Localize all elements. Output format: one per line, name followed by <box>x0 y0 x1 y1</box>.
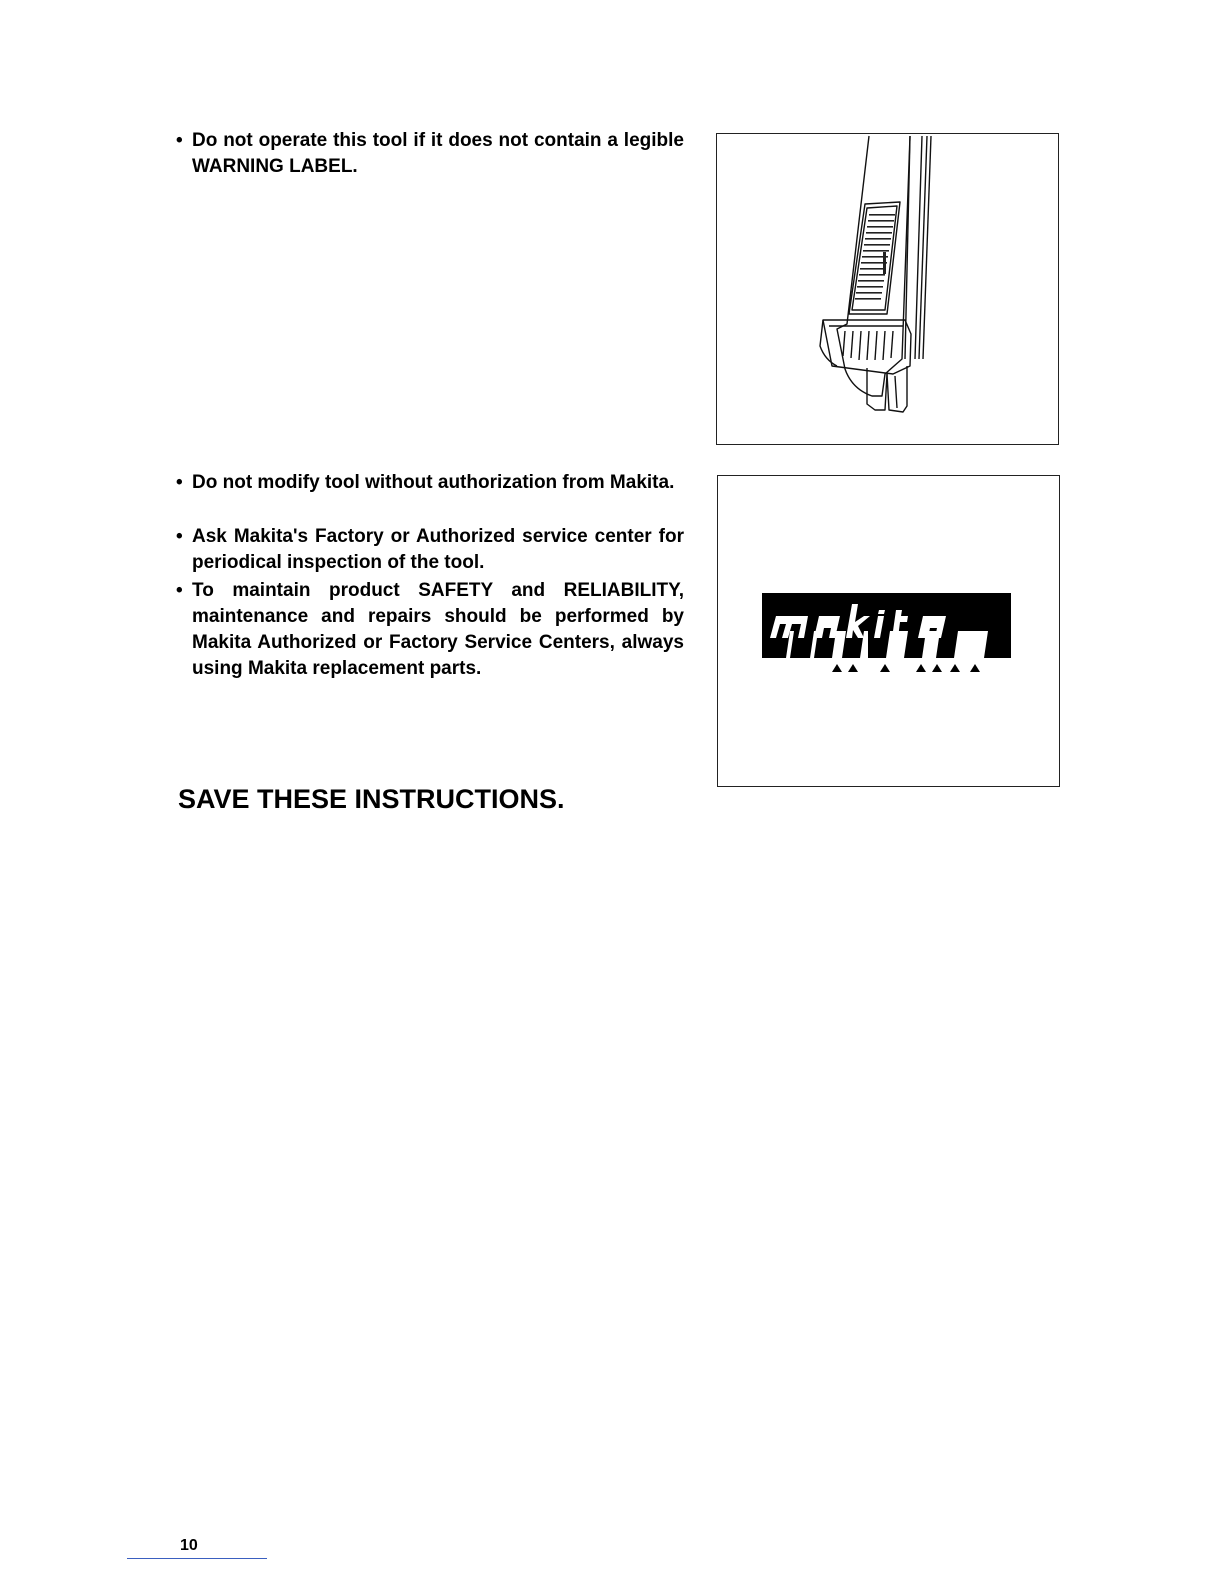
tool-label-figure <box>716 133 1059 445</box>
footer-rule <box>127 1558 267 1559</box>
makita-logo <box>718 476 1058 785</box>
page-number: 10 <box>180 1537 198 1554</box>
tool-handle-illustration <box>717 134 1057 443</box>
bullet-modify-tool: • Do not modify tool without authorization from Makita. <box>176 470 684 496</box>
bullet-warning-label: • Do not operate this tool if it does not contain a legible WARNING LABEL. <box>176 128 684 180</box>
save-instructions-heading: SAVE THESE INSTRUCTIONS. <box>178 784 565 814</box>
bullet-safety-reliability: • To maintain product SAFETY and RELIABILITY, maintenance and repairs should be performed by Makita Authorized or Factory Service Centers, always using Makita replacement parts. <box>176 578 684 682</box>
makita-logo-figure <box>717 475 1060 787</box>
bullet-periodical-inspection: • Ask Makita's Factory or Authorized service center for periodical inspection of the tool. <box>176 524 684 576</box>
